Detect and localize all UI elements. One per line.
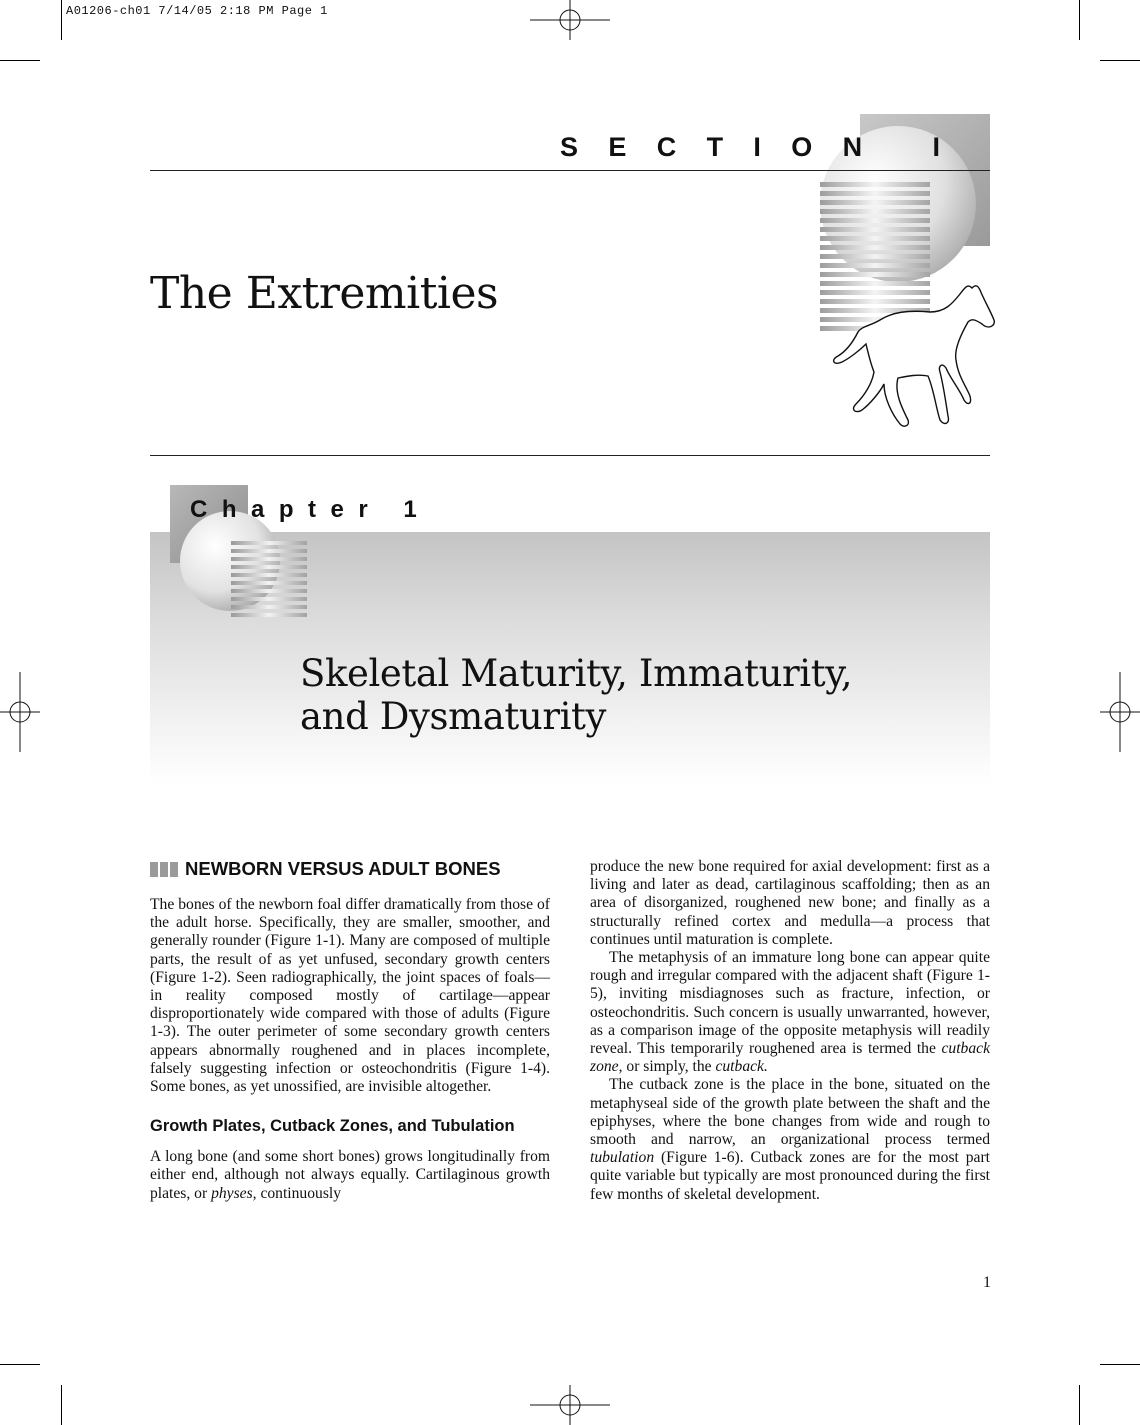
paragraph: The bones of the newborn foal differ dramatically from those of the adult horse. Specifically, they are smaller, smoother, and generally rounder (Figure 1-1). Many are composed of multiple parts, the result of as yet unfused, secondary growth centers (Figure 1-2). Seen radiographically, the joint spaces of foals—in reality composed mostly of cartilage—appear disproportionately wide compared with those of adults (Figure 1-3). The outer perimeter of some secondary growth centers appears abnormally roughened and in places incomplete, falsely suggesting infection or osteochondritis (Figure 1-4). Some bones, as yet unossified, are invisible altogether. xyxy=(150,896,550,1096)
registration-mark-bottom xyxy=(530,1385,610,1425)
section-letter: I xyxy=(753,132,761,162)
section-heading-text: NEWBORN VERSUS ADULT BONES xyxy=(185,858,501,879)
crop-mark xyxy=(1100,60,1140,61)
section-letter: S xyxy=(560,132,579,162)
section-label xyxy=(560,132,940,163)
section-rule xyxy=(150,170,990,171)
section-letter: N xyxy=(842,132,863,162)
section-number: I xyxy=(932,132,940,162)
chapter-title xyxy=(300,652,852,738)
part-title: The Extremities xyxy=(150,268,499,319)
section-letter: C xyxy=(656,132,677,162)
printer-slug: A01206-ch01 7/14/05 2:18 PM Page 1 xyxy=(66,4,328,18)
paragraph: produce the new bone required for axial development: first as a living and later as dead, cartilaginous scaffolding; then as an area of disorganized, roughened new bone; and finally as a structurally refined cortex and medulla—a process that continues until maturation is complete. xyxy=(590,858,990,948)
crop-mark xyxy=(61,0,62,40)
crop-mark xyxy=(1100,1364,1140,1365)
section-letter: E xyxy=(608,132,627,162)
horse-icon xyxy=(834,286,995,426)
registration-mark-left xyxy=(0,672,40,752)
crop-mark xyxy=(1079,0,1080,40)
crop-mark xyxy=(0,60,40,61)
paragraph: The cutback zone is the place in the bone, situated on the metaphyseal side of the growth plate between the shaft and the epiphyses, where the bone changes from wide and rough to smooth and narrow, an organizational process termed tubulation (Figure 1-6). Cutback zones are for the most part quite variable but typically are most pronounced during the first few months of skeletal development. xyxy=(590,1076,990,1203)
crop-mark xyxy=(0,1364,40,1365)
chapter-top-rule xyxy=(150,455,990,456)
subsection-heading: Growth Plates, Cutback Zones, and Tubulation xyxy=(150,1117,515,1136)
crop-mark xyxy=(61,1385,62,1425)
chapter-title-line: and Dysmaturity xyxy=(300,695,607,738)
chapter-label: Chapter 1 xyxy=(190,496,432,523)
page-number: 1 xyxy=(983,1274,991,1291)
paragraph: The metaphysis of an immature long bone can appear quite rough and irregular compared with the adjacent shaft (Figure 1-5), inviting misdiagnoses such as fracture, infection, or osteochondritis. Such concern is usually unwarranted, however, as a comparison image of the opposite metaphysis will readily reveal. This temporarily roughened area is termed the cutback zone, or simply, the cutback. xyxy=(590,949,990,1076)
body-column-right xyxy=(590,858,990,1204)
chapter-title-line: Skeletal Maturity, Immaturity, xyxy=(300,652,853,695)
heading-bars-icon xyxy=(150,862,178,877)
section-letter: T xyxy=(706,132,724,162)
registration-mark-right xyxy=(1100,672,1140,752)
section-heading xyxy=(150,858,550,880)
body-column-left xyxy=(150,858,550,1203)
paragraph: A long bone (and some short bones) grows longitudinally from either end, although not always equally. Cartilaginous growth plates, or physes, continuously xyxy=(150,1148,550,1202)
crop-mark xyxy=(1079,1385,1080,1425)
section-letter: O xyxy=(791,132,813,162)
registration-mark-top xyxy=(530,0,610,40)
